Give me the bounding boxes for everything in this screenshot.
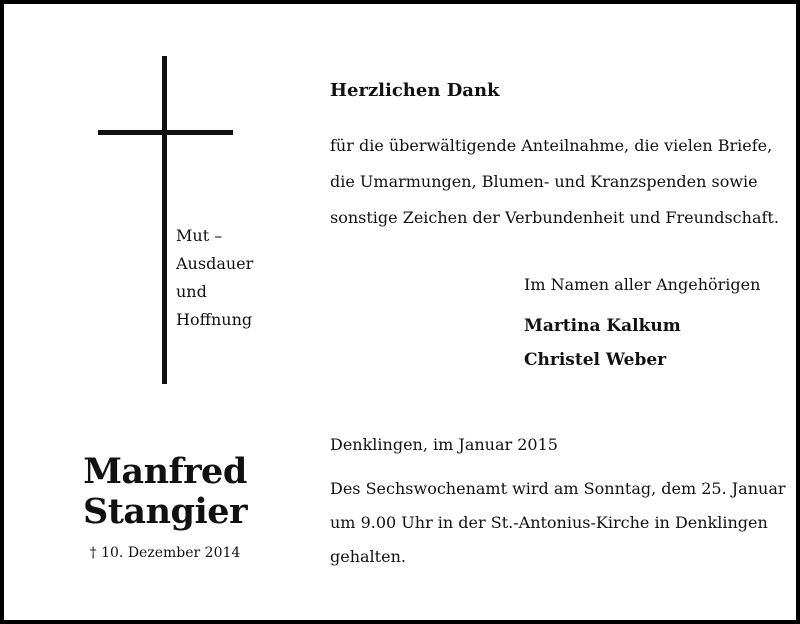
signer-name: Christel Weber [524,350,667,370]
death-date: † 10. Dezember 2014 [89,545,241,561]
motto-line: Mut – [176,226,223,245]
motto [176,222,286,334]
motto-line: Hoffnung [176,310,253,329]
service-notice-line: Des Sechswochenamt wird am Sonntag, dem 25. Januar [330,479,786,498]
motto-line: Ausdauer [176,254,254,273]
signer-name: Martina Kalkum [524,316,681,336]
thanks-heading: Herzlichen Dank [330,80,500,101]
thanks-line: sonstige Zeichen der Verbundenheit und Freundschaft. [330,208,779,227]
signoff-intro: Im Namen aller Angehörigen [524,275,761,294]
thanks-text [330,128,779,236]
deceased-name [44,452,286,532]
cross-icon-vertical-bar [162,56,167,384]
deceased-first-name: Manfred [83,451,247,492]
motto-line: und [176,282,207,301]
place-date: Denklingen, im Januar 2015 [330,435,558,454]
deceased-last-name: Stangier [82,491,248,532]
cross-icon-horizontal-bar [98,130,233,135]
service-notice-line: um 9.00 Uhr in der St.-Antonius-Kirche in Denklingen [330,513,768,532]
thanks-line: für die überwältigende Anteilnahme, die vielen Briefe, [330,136,773,155]
service-notice-line: gehalten. [330,547,406,566]
thanks-line: die Umarmungen, Blumen- und Kranzspenden sowie [330,172,758,191]
service-notice [330,472,786,574]
